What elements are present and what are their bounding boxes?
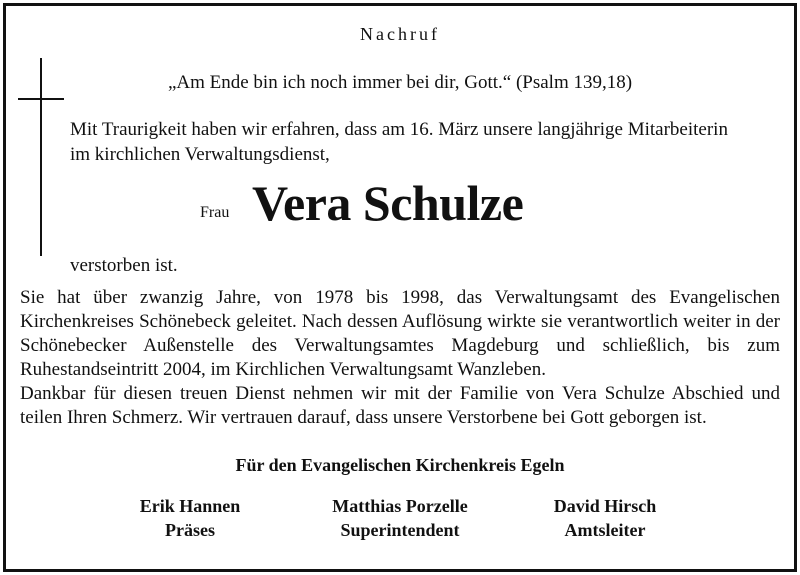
notice-body: [20, 286, 780, 430]
signatory-role: Amtsleiter: [564, 520, 646, 540]
signatory-2: [290, 494, 510, 542]
psalm-quote: „Am Ende bin ich noch immer bei dir, Gott.“ (Psalm 139,18): [167, 72, 633, 93]
body-paragraph-1: Sie hat über zwanzig Jahre, von 1978 bis 1998, das Verwaltungsamt des Evangelischen Kirchenkreises Schönebeck geleitet. Nach dessen Auflösung wirkte sie verantwortlich weiter in der Schönebecker Außenstelle des Verwaltungsamtes Magdeburg und schließlich, bis zum Ruhestandseintritt 2004, im Kirchlichen Verwaltungsamt Wanzleben.: [20, 287, 780, 380]
deceased-name-line: [200, 174, 620, 244]
signatory-name: Erik Hannen: [139, 496, 241, 516]
intro-line-1: Mit Traurigkeit haben wir erfahren, dass am 16. März unsere langjährige Mitarbeiterin: [70, 119, 728, 140]
organization-line: Für den Evangelischen Kirchenkreis Egeln: [235, 455, 565, 475]
cross-horizontal-bar: [18, 98, 64, 100]
signatory-name: David Hirsch: [553, 496, 657, 516]
signatory-role: Superintendent: [340, 520, 460, 540]
cross-icon: [18, 58, 66, 256]
signatory-name: Matthias Porzelle: [332, 496, 468, 516]
intro-line-2: im kirchlichen Verwaltungsdienst,: [70, 144, 330, 165]
closing-phrase: verstorben ist.: [70, 255, 178, 276]
body-paragraph-2: Dankbar für diesen treuen Dienst nehmen wir mit der Familie von Vera Schulze Abschied und teilen Ihren Schmerz. Wir vertrauen darauf, dass unsere Verstorbene bei Gott geborgen ist.: [20, 383, 780, 428]
intro-text: [70, 117, 770, 167]
notice-heading: Nachruf: [360, 24, 440, 44]
signatory-1: [80, 494, 300, 542]
signatory-role: Präses: [165, 520, 215, 540]
cross-vertical-bar: [40, 58, 42, 256]
honorific: Frau: [200, 204, 230, 221]
signatory-3: [495, 494, 715, 542]
deceased-name: Vera Schulze: [252, 175, 524, 231]
